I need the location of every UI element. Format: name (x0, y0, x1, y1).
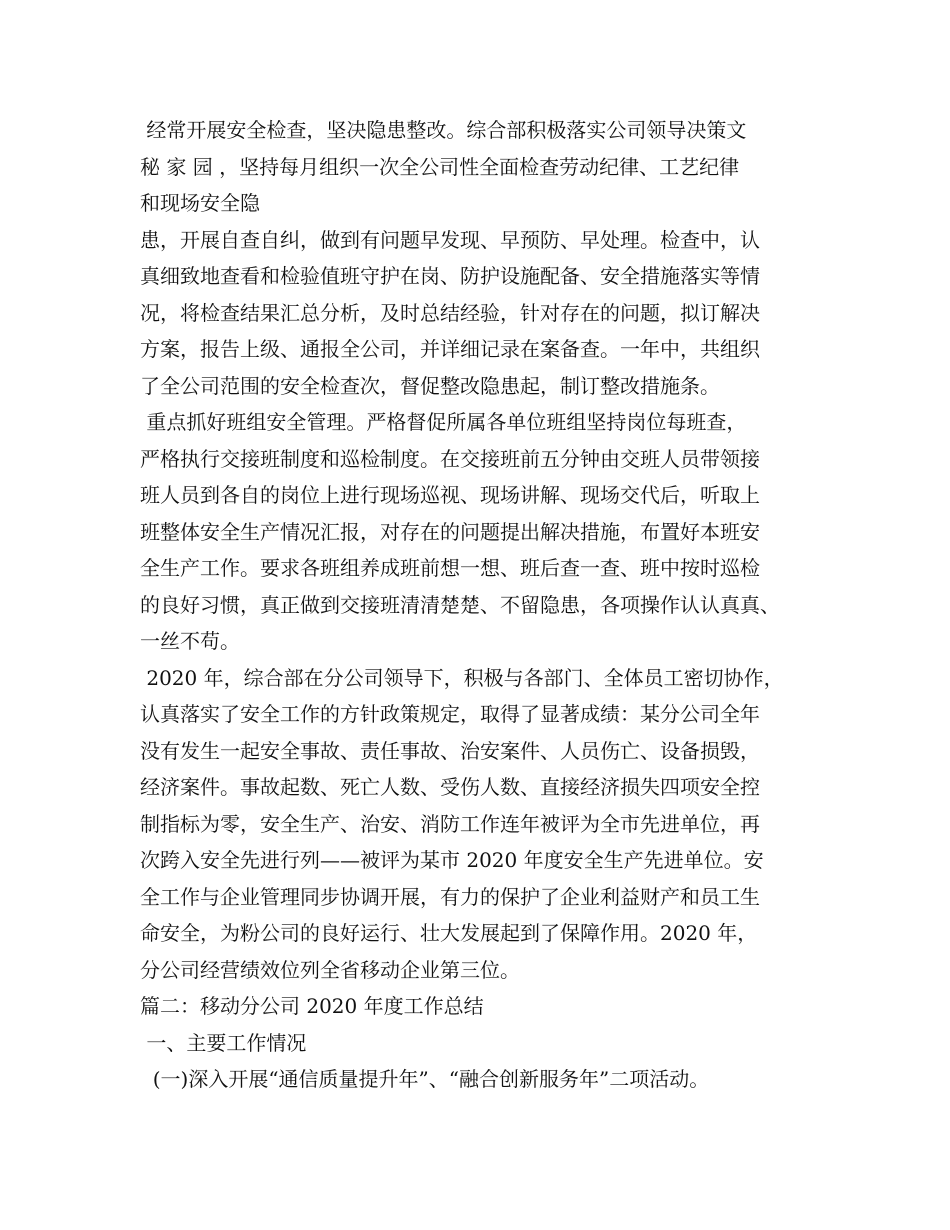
text-line: 秘 家 园 ，坚持每月组织一次全公司性全面检查劳动纪律、工艺纪律 (140, 154, 740, 179)
text-line: 没有发生一起安全事故、责任事故、治安案件、人员伤亡、设备损毁， (140, 738, 760, 763)
subsection-heading: 一、主要工作情况 (140, 1030, 307, 1055)
text-line: 经常开展安全检查，坚决隐患整改。综合部积极落实公司领导决策文 (140, 118, 747, 142)
section-heading: 篇二：移动分公司 2020 年度工作总结 (140, 994, 484, 1018)
text-line: 2020 年，综合部在分公司领导下，积极与各部门、全体员工密切协作， (140, 665, 784, 690)
text-line: 况，将检查结果汇总分析，及时总结经验，针对存在的问题，拟订解决 (140, 300, 760, 325)
text-line: 严格执行交接班制度和巡检制度。在交接班前五分钟由交班人员带领接 (140, 446, 760, 471)
text-line: 患，开展自查自纠，做到有问题早发现、早预防、早处理。检查中，认 (140, 227, 760, 252)
text-line: 班人员到各自的岗位上进行现场巡视、现场讲解、现场交代后，听取上 (140, 483, 760, 507)
text-line: 制指标为零，安全生产、治安、消防工作连年被评为全市先进单位，再 (140, 811, 760, 836)
text-line: 班整体安全生产情况汇报，对存在的问题提出解决措施，布置好本班安 (140, 519, 760, 544)
text-line: 认真落实了安全工作的方针政策规定，取得了显著成绩：某分公司全年 (140, 702, 760, 726)
text-line: 全工作与企业管理同步协调开展，有力的保护了企业利益财产和员工生 (140, 884, 760, 909)
text-line: 和现场安全隐 (140, 191, 260, 215)
document-body (140, 112, 830, 1098)
text-line: 方案，报告上级、通报全公司，并详细记录在案备查。一年中，共组织 (140, 337, 760, 361)
text-line: 真细致地查看和检验值班守护在岗、防护设施配备、安全措施落实等情 (140, 264, 760, 288)
text-line: 经济案件。事故起数、死亡人数、受伤人数、直接经济损失四项安全控 (140, 775, 760, 799)
text-line: 一丝不苟。 (140, 629, 240, 653)
text-line: 全生产工作。要求各班组养成班前想一想、班后查一查、班中按时巡检 (140, 556, 760, 580)
text-line: 次跨入安全先进行列——被评为某市 2020 年度安全生产先进单位。安 (140, 848, 764, 872)
text-line: 了全公司范围的安全检查次，督促整改隐患起，制订整改措施条。 (140, 373, 720, 398)
item-heading: (一)深入开展“通信质量提升年”、“融合创新服务年”二项活动。 (140, 1067, 710, 1091)
text-line: 的良好习惯，真正做到交接班清清楚楚、不留隐患，各项操作认认真真、 (140, 592, 780, 617)
text-line: 重点抓好班组安全管理。严格督促所属各单位班组坚持岗位每班查， (140, 410, 747, 434)
text-line: 分公司经营绩效位列全省移动企业第三位。 (140, 957, 520, 982)
text-line: 命安全，为粉公司的良好运行、壮大发展起到了保障作用。2020 年， (140, 921, 758, 945)
